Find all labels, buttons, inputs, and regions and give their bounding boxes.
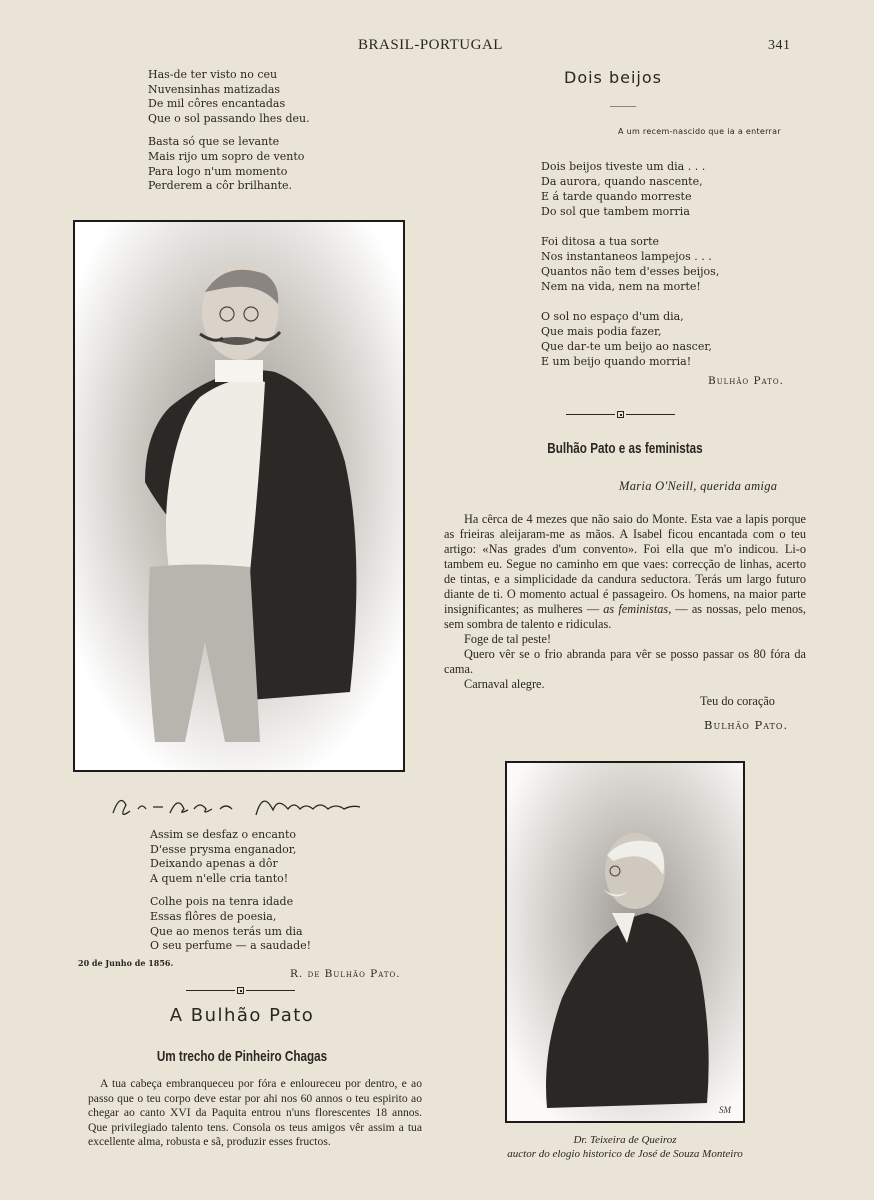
running-header: BRASIL-PORTUGAL	[358, 37, 503, 53]
paragraph: A tua cabeça embranqueceu por fóra e enloureceu por dentro, e ao passo que o teu corpo deve estar por ahi nos 60 annos o teu espirito ao chegar ao canto XVI da Paquita entrou n'uns florescentes 18 annos. Que privilegiado talento tens. Consola os teus amigos vêr assim a tua excellente alma, robusta e sã, produzir esses fructos.	[88, 1077, 422, 1149]
poem-author: Bulhão Pato.	[708, 375, 784, 387]
poem-dois-beijos	[541, 159, 719, 378]
section-body	[88, 1077, 422, 1150]
verse-line: Que mais podia fazer,	[541, 325, 662, 338]
section-subtitle: Um trecho de Pinheiro Chagas	[156, 1048, 328, 1065]
letter-title-wrap	[480, 440, 770, 457]
stanza	[148, 68, 310, 126]
poem-date: 20 de Junho de 1856.	[78, 958, 174, 968]
page-number: 341	[768, 38, 791, 53]
verse-line: Dois beijos tiveste um dia . . .	[541, 160, 706, 173]
letter-title: Bulhão Pato e as feministas	[547, 440, 703, 457]
section-divider	[186, 987, 295, 994]
portrait-photo	[75, 222, 403, 770]
poem-dedication: A um recem-nascido que ia a enterrar	[618, 127, 781, 136]
verse-line: Quantos não tem d'esses beijos,	[541, 265, 720, 278]
verse-line: O sol no espaço d'um dia,	[541, 310, 684, 323]
paragraph: Foge de tal peste!	[464, 632, 552, 646]
paragraph: Carnaval alegre.	[464, 677, 545, 691]
stanza	[541, 309, 719, 369]
section-subtitle-wrap	[0, 1048, 484, 1065]
verse-line: Do sol que tambem morria	[541, 205, 690, 218]
verse-line: Essas flôres de poesia,	[150, 909, 277, 923]
verse-line: Que dar-te um beijo ao nascer,	[541, 340, 712, 353]
verse-line: Deixando apenas a dôr	[150, 857, 278, 871]
stanza	[150, 895, 311, 953]
letter-author: Bulhão Pato.	[704, 718, 789, 732]
poem-title: Dois beijos	[564, 68, 662, 87]
verse-line: Nem na vida, nem na morte!	[541, 280, 701, 293]
verse-line: E um beijo quando morria!	[541, 355, 692, 368]
verse-line: Assim se desfaz o encanto	[150, 828, 297, 841]
stanza	[541, 159, 719, 219]
verse-line: Perderem a côr brilhante.	[148, 179, 293, 193]
verse-line: O seu perfume — a saudade!	[150, 939, 312, 953]
stanza	[150, 828, 311, 886]
verse-line: Has-de ter visto no ceu	[148, 68, 278, 81]
verse-line: Nos instantaneos lampejos . . .	[541, 250, 712, 263]
verse-line: A quem n'elle cria tanto!	[150, 871, 289, 885]
verse-line: Basta só que se levante	[148, 135, 280, 149]
portrait-teixeira-de-queiroz	[505, 761, 745, 1123]
portrait-jose-de-sousa-monteiro	[73, 220, 405, 772]
paragraph: Quero vêr se o frio abranda para vêr se posso passar os 80 fóra da cama.	[444, 647, 806, 676]
poem-top-left	[148, 68, 310, 203]
verse-line: Colhe pois na tenra idade	[150, 895, 294, 909]
verse-line: E á tarde quando morreste	[541, 190, 692, 203]
paragraph	[444, 512, 806, 632]
section-title: A Bulhão Pato	[169, 1005, 315, 1026]
verse-line: Nuvensinhas matizadas	[148, 82, 281, 96]
verse-line: Foi ditosa a tua sorte	[541, 235, 660, 248]
portrait-caption	[470, 1133, 780, 1161]
letter-salutation: Maria O'Neill, querida amiga	[619, 479, 778, 493]
verse-line: Mais rijo um sopro de vento	[148, 149, 305, 163]
section-divider	[566, 411, 675, 418]
letter-body	[444, 512, 806, 692]
verse-line: Para logo n'um momento	[148, 164, 288, 178]
stanza	[541, 234, 719, 294]
letter-closing: Teu do coração	[700, 694, 775, 708]
verse-line: Que o sol passando lhes deu.	[148, 111, 310, 125]
poem-bottom-left	[150, 828, 311, 963]
verse-line: D'esse prysma enganador,	[150, 842, 297, 856]
signature-image	[108, 785, 373, 825]
paragraph-text: Ha cêrca de 4 mezes que não saio do Monte. Esta vae a lapis porque as frieiras aleijaram-me as mãos. A Isabel ficou encantada com o teu artigo: «Nas grades d'um convento». Foi ella que m'o indicou. Li-o tambem eu. Segue no caminho em que vaes: correcção de linhas, acerto de tintas, e a simplicidade da candura seductora. Terás um largo futuro diante de ti. O momento actual é passageiro. Os homens, na maior parte insignificantes; as mulheres —	[444, 512, 806, 616]
title-rule	[610, 106, 636, 107]
verse-line: Da aurora, quando nascente,	[541, 175, 703, 188]
poem-author: R. de Bulhão Pato.	[290, 968, 401, 980]
verse-line: Que ao menos terás um dia	[150, 924, 303, 938]
paragraph-text: — as nossas, pelo menos, sem sombra de talento e ridiculas.	[444, 602, 807, 631]
photo-mark: SM	[719, 1105, 731, 1115]
caption-line: Dr. Teixeira de Queiroz	[573, 1134, 677, 1146]
portrait-photo	[507, 763, 743, 1121]
emphasis: as feministas,	[603, 602, 672, 616]
caption-line: auctor do elogio historico de José de Souza Monteiro	[507, 1148, 743, 1160]
verse-line: De mil côres encantadas	[148, 97, 286, 111]
stanza	[148, 135, 310, 193]
